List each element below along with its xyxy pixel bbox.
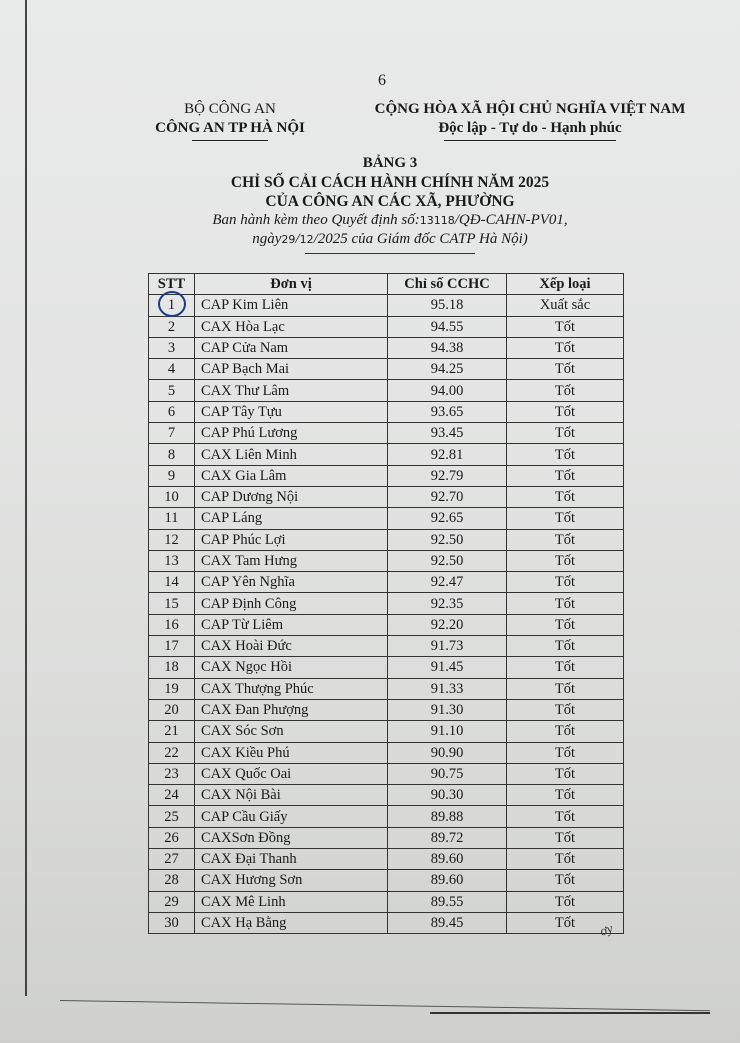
row-rank: Tốt xyxy=(507,721,624,742)
table-row xyxy=(149,870,624,891)
col-stt: STT xyxy=(149,274,195,295)
row-rank: Tốt xyxy=(507,486,624,507)
row-unit: CAX Đan Phượng xyxy=(195,699,388,720)
decision-code: /QĐ-CAHN-PV01, xyxy=(454,212,568,228)
row-score: 91.33 xyxy=(388,678,507,699)
row-score: 94.55 xyxy=(388,316,507,337)
table-row xyxy=(149,785,624,806)
row-stt: 22 xyxy=(149,742,195,763)
row-rank: Tốt xyxy=(507,806,624,827)
decision-reference xyxy=(170,211,610,230)
row-unit: CAP Phú Lương xyxy=(195,423,388,444)
row-rank: Tốt xyxy=(507,614,624,635)
row-rank: Tốt xyxy=(507,849,624,870)
row-score: 89.60 xyxy=(388,849,507,870)
row-rank: Tốt xyxy=(507,444,624,465)
row-unit: CAX Hương Sơn xyxy=(195,870,388,891)
page-number: 6 xyxy=(378,72,386,89)
row-score: 89.88 xyxy=(388,806,507,827)
row-score: 92.47 xyxy=(388,572,507,593)
decision-date xyxy=(170,230,610,249)
header-national-motto xyxy=(364,100,696,141)
row-stt: 13 xyxy=(149,550,195,571)
agency-underline xyxy=(192,140,268,141)
table-row xyxy=(149,572,624,593)
row-unit: CAP Từ Liêm xyxy=(195,614,388,635)
country-name: CỘNG HÒA XÃ HỘI CHỦ NGHĨA VIỆT NAM xyxy=(374,101,686,117)
row-stt: 6 xyxy=(149,401,195,422)
table-row xyxy=(149,295,624,316)
row-unit: CAP Phúc Lợi xyxy=(195,529,388,550)
row-rank: Tốt xyxy=(507,465,624,486)
table-row xyxy=(149,721,624,742)
date-month-handwritten: 12 xyxy=(299,233,314,246)
row-rank: Tốt xyxy=(507,636,624,657)
table-row xyxy=(149,763,624,784)
col-score: Chỉ số CCHC xyxy=(388,274,507,295)
row-stt: 29 xyxy=(149,891,195,912)
table-row xyxy=(149,316,624,337)
row-unit: CAP Dương Nội xyxy=(195,486,388,507)
row-score: 90.30 xyxy=(388,785,507,806)
row-rank: Tốt xyxy=(507,316,624,337)
row-stt: 16 xyxy=(149,614,195,635)
row-rank: Tốt xyxy=(507,593,624,614)
row-score: 93.65 xyxy=(388,401,507,422)
row-score: 89.60 xyxy=(388,870,507,891)
date-day-handwritten: 29 xyxy=(281,233,296,246)
row-score: 91.45 xyxy=(388,657,507,678)
handwritten-circle-mark xyxy=(158,291,186,317)
row-rank: Tốt xyxy=(507,423,624,444)
row-rank: Tốt xyxy=(507,508,624,529)
table-row xyxy=(149,401,624,422)
row-stt: 12 xyxy=(149,529,195,550)
row-score: 91.73 xyxy=(388,636,507,657)
row-stt: 21 xyxy=(149,721,195,742)
table-row xyxy=(149,742,624,763)
row-unit: CAP Cầu Giấy xyxy=(195,806,388,827)
title-underline xyxy=(305,253,475,254)
row-score: 92.79 xyxy=(388,465,507,486)
row-rank: Tốt xyxy=(507,572,624,593)
row-stt: 3 xyxy=(149,337,195,358)
table-row xyxy=(149,337,624,358)
motto: Độc lập - Tự do - Hạnh phúc xyxy=(438,120,622,136)
row-rank: Tốt xyxy=(507,763,624,784)
page-edge-line xyxy=(25,0,27,996)
row-score: 89.55 xyxy=(388,891,507,912)
decision-number-handwritten: 13118 xyxy=(419,214,455,227)
row-unit: CAP Bạch Mai xyxy=(195,359,388,380)
title-block xyxy=(170,153,610,254)
row-unit: CAP Cửa Nam xyxy=(195,337,388,358)
row-score: 89.72 xyxy=(388,827,507,848)
header-agency xyxy=(150,100,310,141)
table-row xyxy=(149,614,624,635)
table-row xyxy=(149,912,624,933)
row-score: 92.35 xyxy=(388,593,507,614)
row-unit: CAP Tây Tựu xyxy=(195,401,388,422)
row-unit: CAX Hòa Lạc xyxy=(195,316,388,337)
table-header-row xyxy=(149,274,624,295)
table-row xyxy=(149,891,624,912)
row-stt: 2 xyxy=(149,316,195,337)
table-label: BẢNG 3 xyxy=(362,155,418,171)
row-unit: CAX Nội Bài xyxy=(195,785,388,806)
col-rank: Xếp loại xyxy=(507,274,624,295)
table-row xyxy=(149,486,624,507)
table-row xyxy=(149,444,624,465)
date-suffix: /2025 của Giám đốc CATP Hà Nội) xyxy=(313,231,528,247)
row-stt: 27 xyxy=(149,849,195,870)
row-score: 91.30 xyxy=(388,699,507,720)
col-unit: Đơn vị xyxy=(195,274,388,295)
row-stt: 15 xyxy=(149,593,195,614)
row-stt: 30 xyxy=(149,912,195,933)
row-stt: 20 xyxy=(149,699,195,720)
row-stt: 26 xyxy=(149,827,195,848)
row-stt: 11 xyxy=(149,508,195,529)
row-rank: Tốt xyxy=(507,401,624,422)
row-score: 92.65 xyxy=(388,508,507,529)
row-stt: 28 xyxy=(149,870,195,891)
row-rank: Tốt xyxy=(507,380,624,401)
row-stt: 17 xyxy=(149,636,195,657)
table-row xyxy=(149,678,624,699)
row-rank: Tốt xyxy=(507,359,624,380)
row-rank: Tốt xyxy=(507,678,624,699)
row-unit: CAX Thư Lâm xyxy=(195,380,388,401)
row-unit: CAX Mê Linh xyxy=(195,891,388,912)
row-unit: CAX Hoài Đức xyxy=(195,636,388,657)
row-unit: CAP Yên Nghĩa xyxy=(195,572,388,593)
row-stt: 25 xyxy=(149,806,195,827)
row-rank: Tốt xyxy=(507,550,624,571)
row-stt: 18 xyxy=(149,657,195,678)
row-score: 90.90 xyxy=(388,742,507,763)
row-unit: CAX Quốc Oai xyxy=(195,763,388,784)
row-rank: Tốt xyxy=(507,742,624,763)
table-row xyxy=(149,508,624,529)
row-stt: 14 xyxy=(149,572,195,593)
table-row xyxy=(149,806,624,827)
table-row xyxy=(149,529,624,550)
date-prefix: ngày xyxy=(252,231,282,247)
row-rank: Tốt xyxy=(507,785,624,806)
row-score: 91.10 xyxy=(388,721,507,742)
table-row xyxy=(149,699,624,720)
row-stt: 24 xyxy=(149,785,195,806)
row-rank: Xuất sắc xyxy=(507,295,624,316)
table-row xyxy=(149,465,624,486)
row-score: 92.20 xyxy=(388,614,507,635)
row-unit: CAX Sóc Sơn xyxy=(195,721,388,742)
row-score: 92.50 xyxy=(388,550,507,571)
row-stt: 9 xyxy=(149,465,195,486)
row-rank: Tốt xyxy=(507,912,624,933)
row-unit: CAX Ngọc Hồi xyxy=(195,657,388,678)
row-unit: CAX Liên Minh xyxy=(195,444,388,465)
row-score: 92.50 xyxy=(388,529,507,550)
table-body xyxy=(149,295,624,934)
initials-signature: ơy xyxy=(597,920,615,939)
title-line-1: CHỈ SỐ CẢI CÁCH HÀNH CHÍNH NĂM 2025 xyxy=(230,174,550,191)
row-unit: CAX Thượng Phúc xyxy=(195,678,388,699)
row-rank: Tốt xyxy=(507,870,624,891)
row-stt: 7 xyxy=(149,423,195,444)
row-stt: 8 xyxy=(149,444,195,465)
row-unit: CAX Hạ Bằng xyxy=(195,912,388,933)
row-unit: CAX Kiều Phú xyxy=(195,742,388,763)
row-unit: CAXSơn Đồng xyxy=(195,827,388,848)
date-separator: / xyxy=(295,231,300,247)
table-row xyxy=(149,380,624,401)
row-score: 89.45 xyxy=(388,912,507,933)
row-unit: CAP Kim Liên xyxy=(195,295,388,316)
row-score: 93.45 xyxy=(388,423,507,444)
decision-prefix: Ban hành kèm theo Quyết định số: xyxy=(212,212,420,228)
title-line-2: CỦA CÔNG AN CÁC XÃ, PHƯỜNG xyxy=(265,193,515,210)
motto-underline xyxy=(444,140,616,141)
row-unit: CAX Gia Lâm xyxy=(195,465,388,486)
row-rank: Tốt xyxy=(507,337,624,358)
row-unit: CAX Đại Thanh xyxy=(195,849,388,870)
row-score: 92.81 xyxy=(388,444,507,465)
row-stt: 4 xyxy=(149,359,195,380)
table-row xyxy=(149,827,624,848)
row-rank: Tốt xyxy=(507,529,624,550)
row-stt: 19 xyxy=(149,678,195,699)
table-row xyxy=(149,849,624,870)
row-unit: CAP Định Công xyxy=(195,593,388,614)
row-unit: CAP Láng xyxy=(195,508,388,529)
row-score: 94.25 xyxy=(388,359,507,380)
page-bottom-shadow-line xyxy=(60,1000,710,1011)
agency-unit: CÔNG AN TP HÀ NỘI xyxy=(155,120,305,136)
table-row xyxy=(149,657,624,678)
row-score: 95.18 xyxy=(388,295,507,316)
row-rank: Tốt xyxy=(507,657,624,678)
row-rank: Tốt xyxy=(507,699,624,720)
table-row xyxy=(149,359,624,380)
row-stt: 1 xyxy=(149,295,195,316)
table-row xyxy=(149,423,624,444)
agency-ministry: BỘ CÔNG AN xyxy=(184,101,276,117)
table-row xyxy=(149,550,624,571)
row-score: 94.38 xyxy=(388,337,507,358)
row-stt: 23 xyxy=(149,763,195,784)
row-score: 90.75 xyxy=(388,763,507,784)
page-bottom-edge-line xyxy=(430,1012,710,1014)
row-score: 94.00 xyxy=(388,380,507,401)
table-row xyxy=(149,593,624,614)
row-rank: Tốt xyxy=(507,891,624,912)
row-unit: CAX Tam Hưng xyxy=(195,550,388,571)
row-rank: Tốt xyxy=(507,827,624,848)
row-score: 92.70 xyxy=(388,486,507,507)
cchc-index-table xyxy=(148,273,624,934)
row-stt: 10 xyxy=(149,486,195,507)
table-row xyxy=(149,636,624,657)
row-stt: 5 xyxy=(149,380,195,401)
